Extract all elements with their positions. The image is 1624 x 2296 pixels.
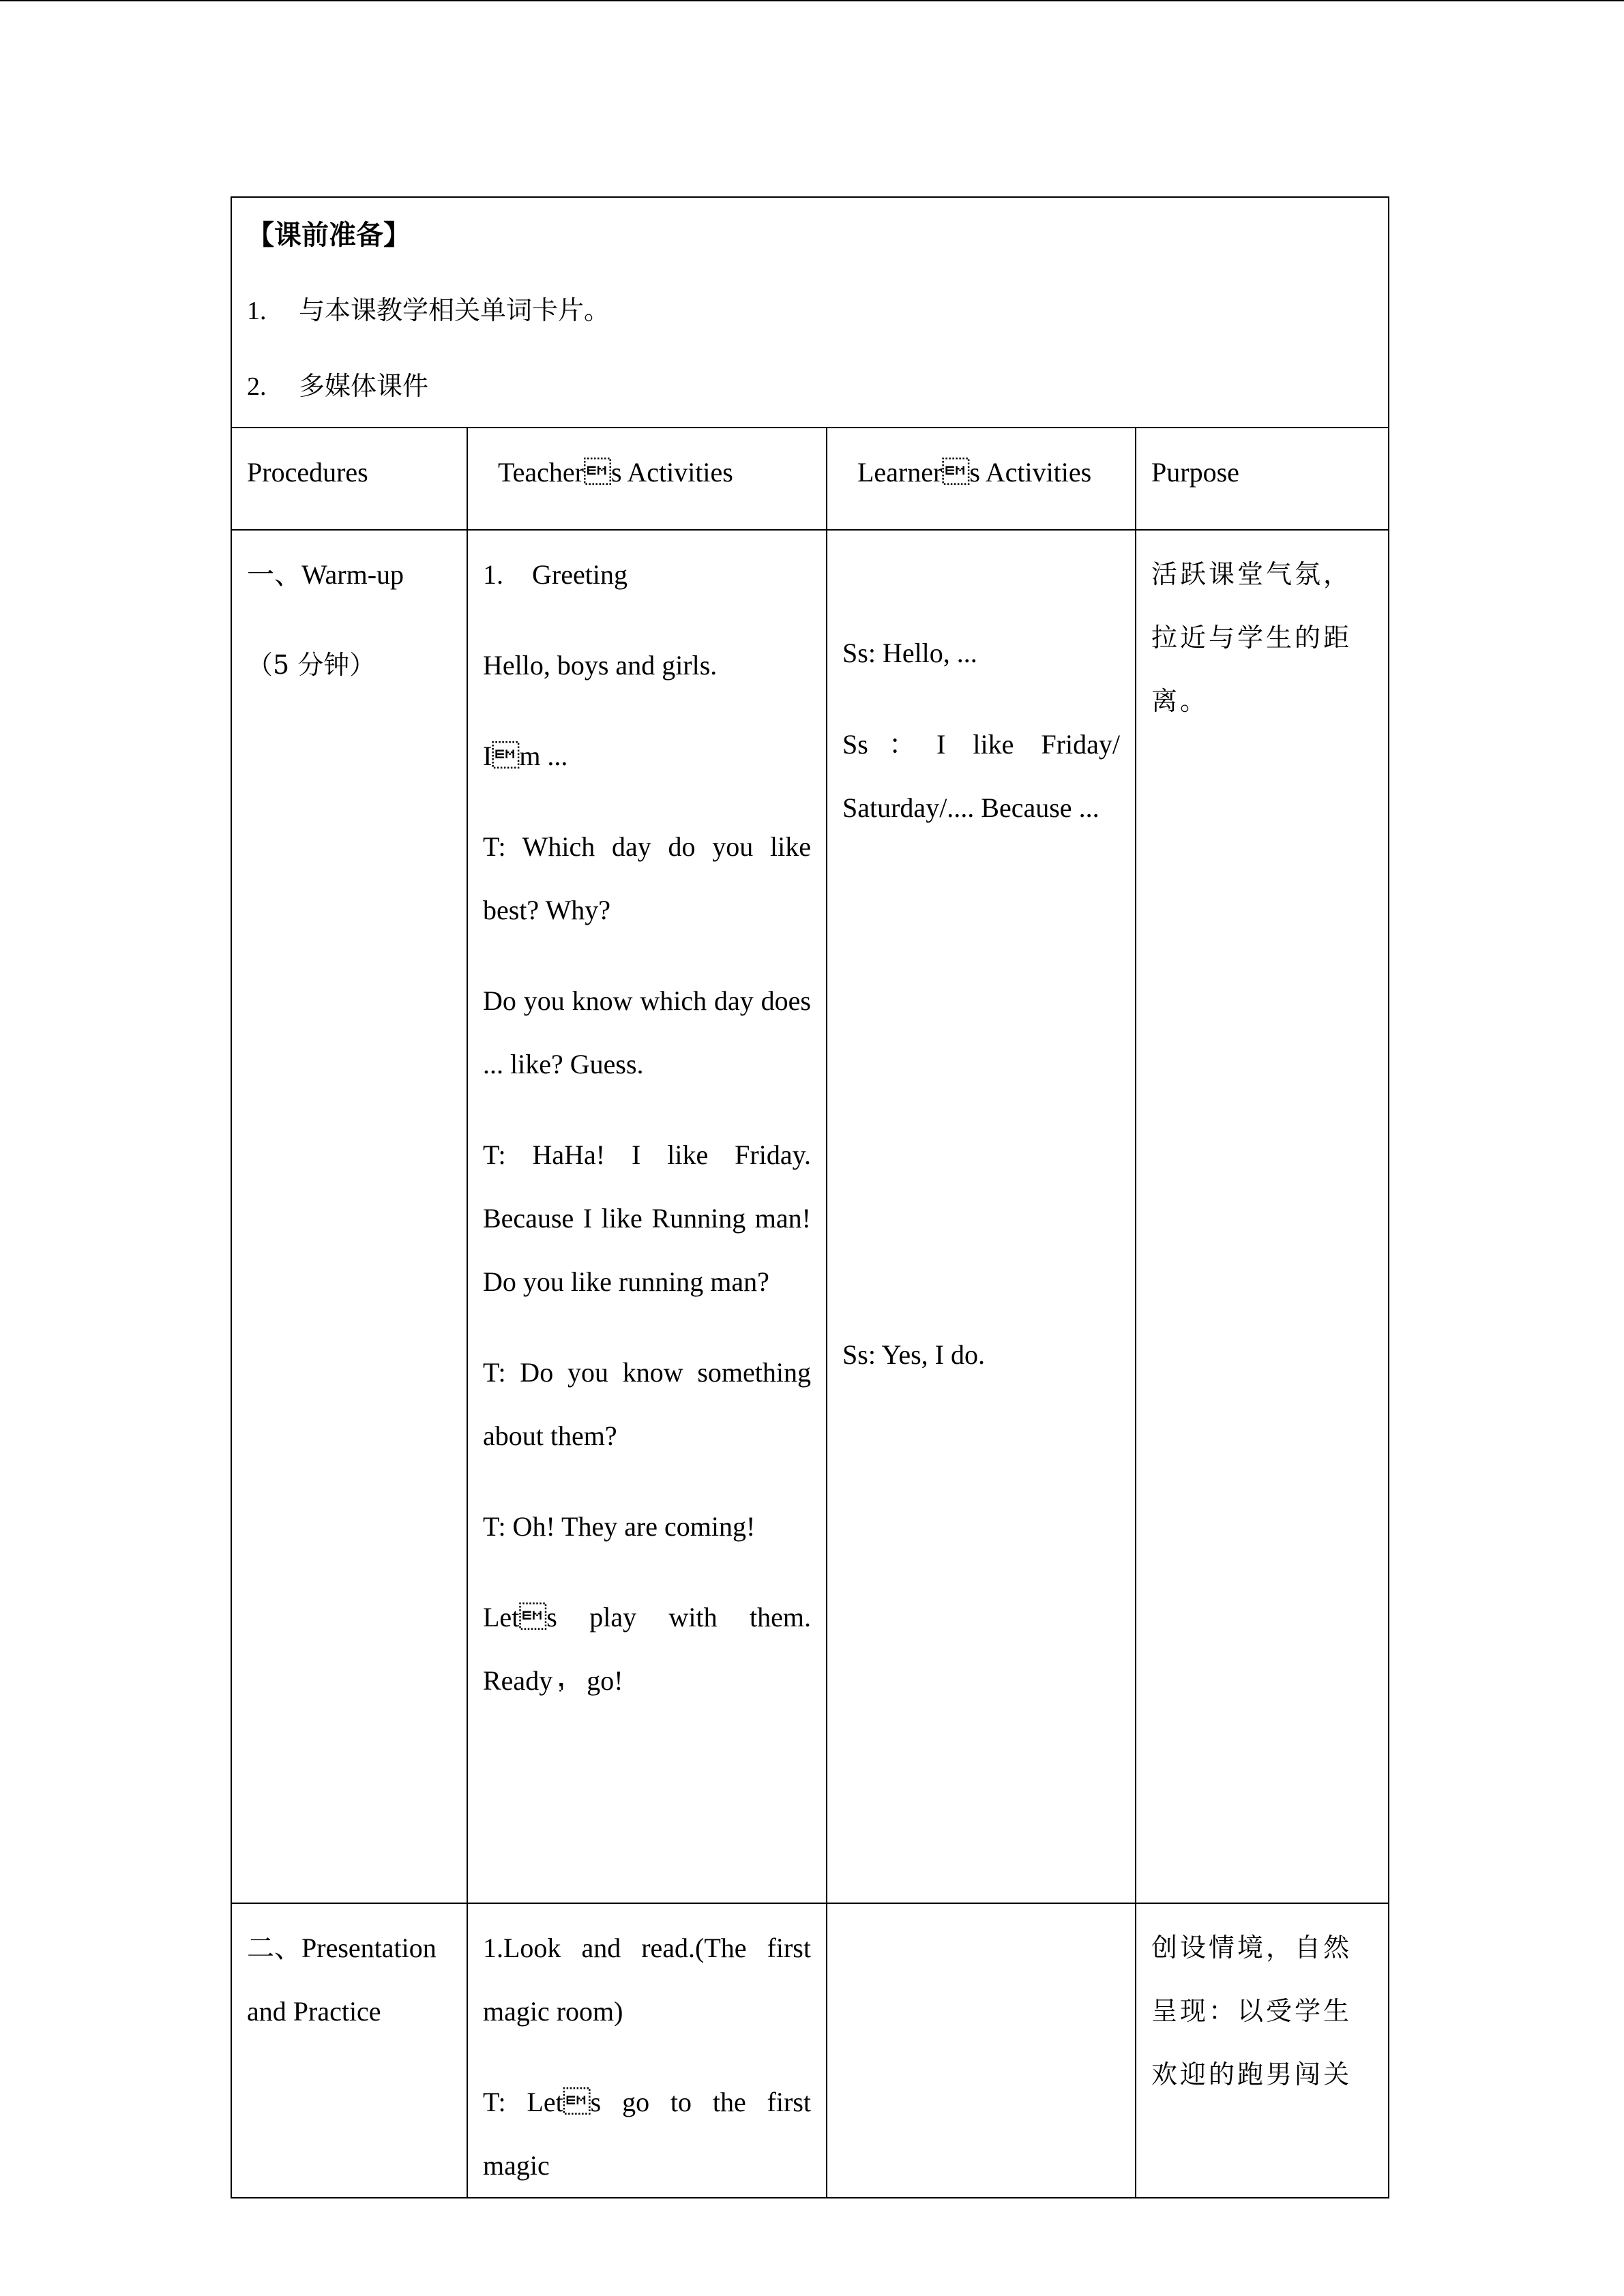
warmup-learner-column xyxy=(842,543,1120,1903)
prep-row xyxy=(231,197,1389,428)
warmup-teacher-p7: T: Oh! They are coming! xyxy=(483,1511,756,1542)
prep-cell xyxy=(231,197,1389,428)
prep-item-2-text: 多媒体课件 xyxy=(299,371,429,401)
warmup-procedure-title: 一、Warm-up xyxy=(247,559,404,590)
prep-item-1-text: 与本课教学相关单词卡片。 xyxy=(299,295,610,325)
warmup-learner-cell xyxy=(827,530,1136,1903)
prep-item-2-number: 2. xyxy=(247,372,267,401)
presentation-purpose-cell xyxy=(1136,1903,1389,2198)
warmup-teacher-p2: Im ... xyxy=(483,741,568,771)
presentation-teacher-p2: T: Lets go to the first magic xyxy=(483,2087,811,2181)
presentation-row xyxy=(231,1903,1389,2198)
warmup-procedure-cell xyxy=(231,530,467,1903)
warmup-learner-l2b: Saturday/.... Because ... xyxy=(842,792,1099,823)
prep-item-1-number: 1. xyxy=(247,297,267,325)
presentation-learner-cell xyxy=(827,1903,1136,2198)
warmup-teacher-p3: T: Which day do you like best? Why? xyxy=(483,831,811,925)
warmup-teacher-p8: Lets play with them. Ready， go! xyxy=(483,1602,811,1696)
presentation-purpose: 创设情境，自然呈现：以受学生欢迎的跑男闯关 xyxy=(1151,1933,1353,2089)
warmup-greeting-number: 1. xyxy=(483,559,503,590)
warmup-learner-l3: Ss: Yes, I do. xyxy=(842,1339,985,1370)
warmup-teacher-p1: Hello, boys and girls. xyxy=(483,650,718,681)
header-learner-activities: Learners Activities xyxy=(827,428,1136,530)
header-purpose: Purpose xyxy=(1136,428,1389,530)
presentation-teacher-cell xyxy=(467,1903,827,2198)
warmup-teacher-p4: Do you know which day does ... like? Guess. xyxy=(483,985,811,1079)
presentation-procedure-title: 二、Presentation and Practice xyxy=(247,1933,437,2027)
prep-item-2 xyxy=(247,348,1373,424)
header-row xyxy=(231,428,1389,530)
prep-title: 【课前准备】 xyxy=(247,219,411,251)
warmup-greeting xyxy=(483,543,811,606)
header-teacher-activities: Teachers Activities xyxy=(467,428,827,530)
warmup-teacher-cell xyxy=(467,530,827,1903)
warmup-learner-l2a: Ss：I like Friday/ xyxy=(842,729,1120,760)
page-top-border xyxy=(0,0,1624,1)
warmup-duration: （5 分钟） xyxy=(247,650,376,680)
warmup-teacher-p5: T: HaHa! I like Friday. Because I like Running man! Do you like running man? xyxy=(483,1139,811,1297)
prep-item-1 xyxy=(247,273,1373,348)
warmup-row xyxy=(231,530,1389,1903)
presentation-teacher-p1: 1.Look and read.(The first magic room) xyxy=(483,1933,811,2027)
presentation-procedure-cell xyxy=(231,1903,467,2198)
warmup-purpose-cell xyxy=(1136,530,1389,1903)
lesson-plan-table xyxy=(231,196,1389,2198)
warmup-learner-l1: Ss: Hello, ... xyxy=(842,638,977,668)
header-procedures: Procedures xyxy=(231,428,467,530)
warmup-purpose: 活跃课堂气氛，拉近与学生的距离。 xyxy=(1151,559,1353,716)
warmup-teacher-p6: T: Do you know something about them? xyxy=(483,1357,811,1451)
warmup-greeting-label: Greeting xyxy=(532,559,628,590)
